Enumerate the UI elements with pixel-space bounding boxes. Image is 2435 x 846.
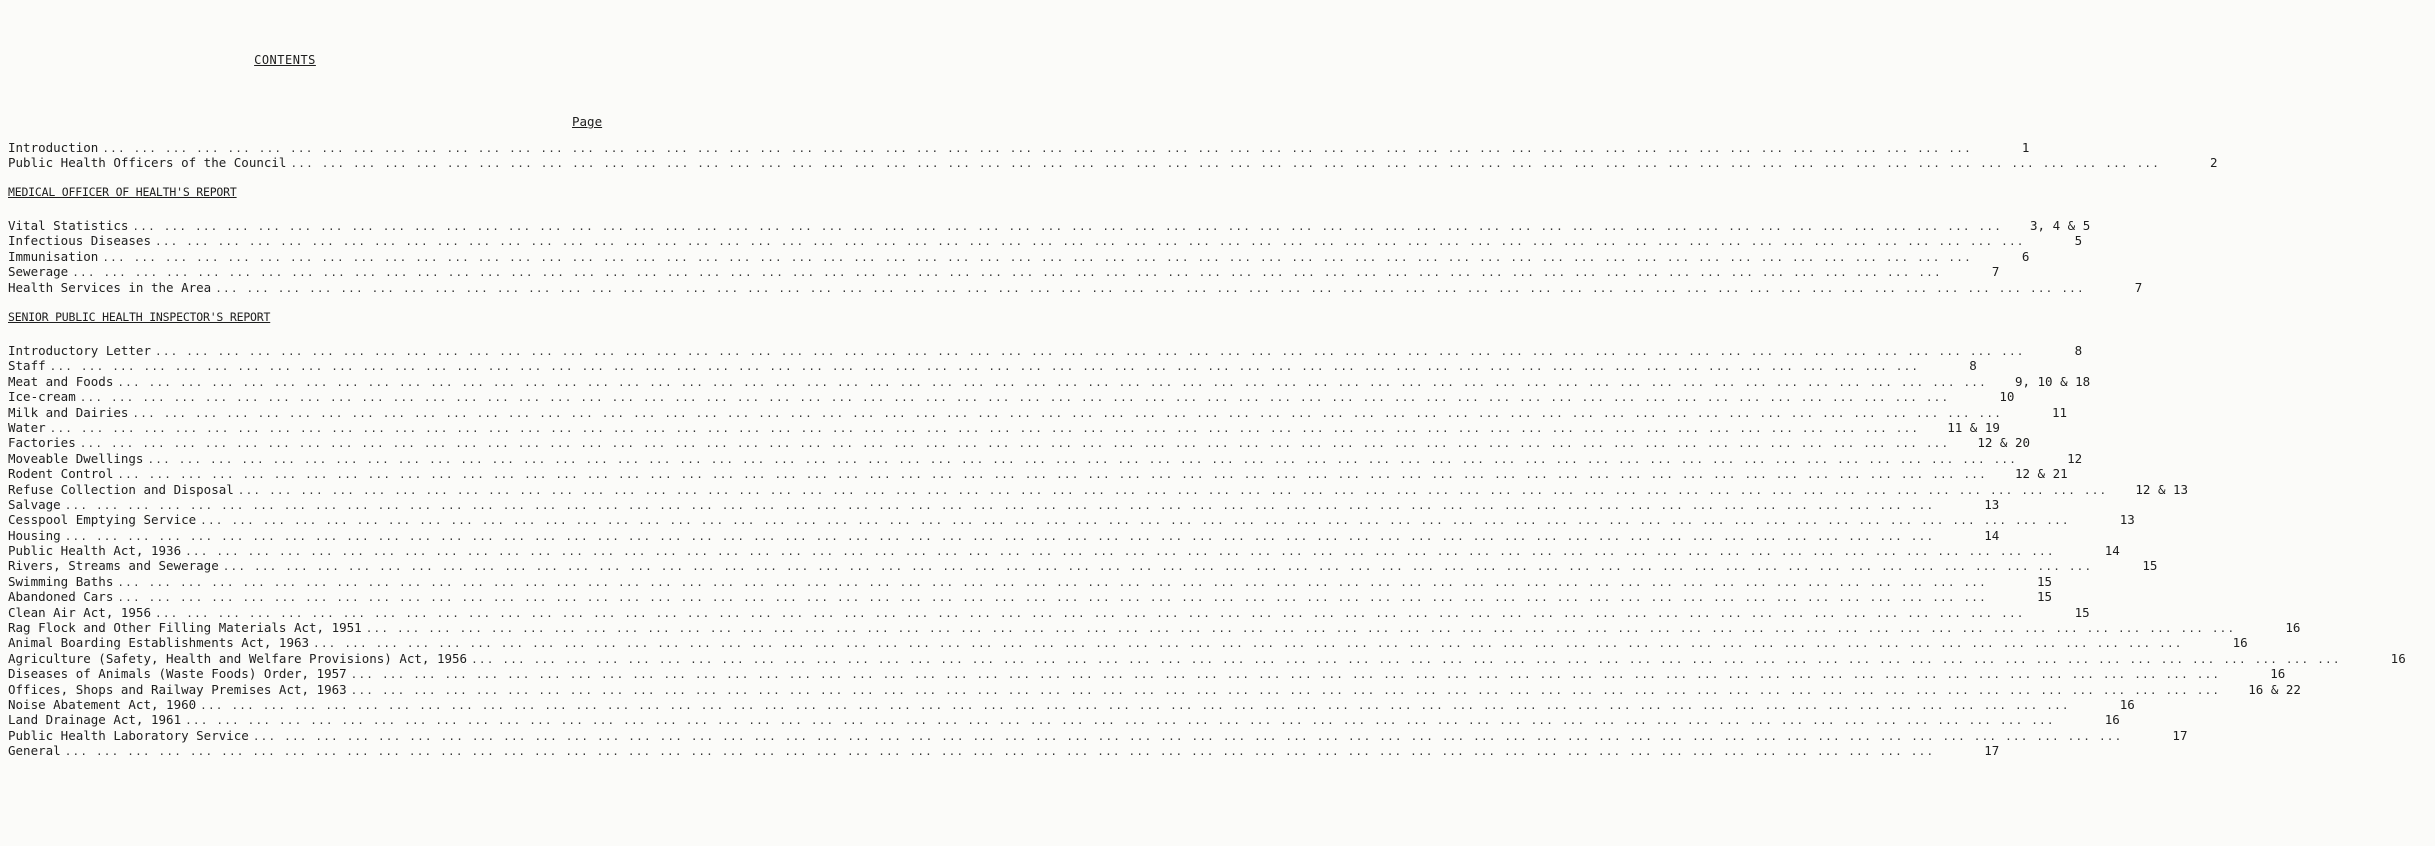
toc-entry-label: Public Health Officers of the Council [8,155,287,171]
dot-leader: ... ... ... ... ... ... ... ... ... ... ... ... ... ... ... ... ... ... ... ... ... ... ... ... ... ... ... ... ... ... ... ... ... ... ... ... ... ... ... ... ... ... ... ... ... ... ... ... ... ... ... ... ... ... ... ... ... ... ... ... [132,220,2003,233]
toc-entry [8,435,2031,451]
toc-entry-label: Ice-cream [8,389,76,405]
dot-leader: ... ... ... ... ... ... ... ... ... ... ... ... ... ... ... ... ... ... ... ... ... ... ... ... ... ... ... ... ... ... ... ... ... ... ... ... ... ... ... ... ... ... ... ... ... ... ... ... ... ... ... ... ... ... ... ... ... ... ... ... [79,391,1950,405]
dot-leader: ... ... ... ... ... ... ... ... ... ... ... ... ... ... ... ... ... ... ... ... ... ... ... ... ... ... ... ... ... ... ... ... ... ... ... ... ... ... ... ... ... ... ... ... ... ... ... ... ... ... ... ... ... ... ... ... ... ... ... ... [200,698,2070,712]
dot-leader: ... ... ... ... ... ... ... ... ... ... ... ... ... ... ... ... ... ... ... ... ... ... ... ... ... ... ... ... ... ... ... ... ... ... ... ... ... ... ... ... ... ... ... ... ... ... ... ... ... ... ... ... ... ... ... ... ... ... ... ... [64,529,1935,543]
medical-officer-section-list [8,218,2143,295]
dot-leader: ... ... ... ... ... ... ... ... ... ... ... ... ... ... ... ... ... ... ... ... ... ... ... ... ... ... ... ... ... ... ... ... ... ... ... ... ... ... ... ... ... ... ... ... ... ... ... ... ... ... ... ... ... ... ... ... ... ... ... ... [222,560,2093,574]
dot-leader: ... ... ... ... ... ... ... ... ... ... ... ... ... ... ... ... ... ... ... ... ... ... ... ... ... ... ... ... ... ... ... ... ... ... ... ... ... ... ... ... ... ... ... ... ... ... ... ... ... ... ... ... ... ... ... ... ... ... ... ... [185,714,2055,728]
toc-entry [8,233,2083,249]
dot-leader: ... ... ... ... ... ... ... ... ... ... ... ... ... ... ... ... ... ... ... ... ... ... ... ... ... ... ... ... ... ... ... ... ... ... ... ... ... ... ... ... ... ... ... ... ... ... ... ... ... ... ... ... ... ... ... ... ... ... ... ... [49,360,1920,374]
toc-entry [8,512,2135,528]
intro-section-list [8,140,2218,171]
toc-entry-page: 13 [1984,496,2000,512]
toc-entry-page: 16 [2390,650,2406,666]
toc-entry-label: Public Health Act, 1936 [8,543,182,559]
toc-entry-label: Water [8,419,46,435]
toc-entry-page: 12 & 13 [2135,481,2189,497]
toc-entry-page: 15 [2036,573,2053,589]
dot-leader: ... ... ... ... ... ... ... ... ... ... ... ... ... ... ... ... ... ... ... ... ... ... ... ... ... ... ... ... ... ... ... ... ... ... ... ... ... ... ... ... ... ... ... ... ... ... ... ... ... ... ... ... ... ... ... ... ... ... ... ... [252,729,2123,743]
toc-entry-page: 15 [2036,589,2053,605]
toc-entry-label: Moveable Dwellings [8,450,144,466]
toc-entry-label: Immunisation [8,248,99,264]
dot-leader: ... ... ... ... ... ... ... ... ... ... ... ... ... ... ... ... ... ... ... ... ... ... ... ... ... ... ... ... ... ... ... ... ... ... ... ... ... ... ... ... ... ... ... ... ... ... ... ... ... ... ... ... ... ... ... ... ... ... ... ... [350,683,2221,697]
toc-entry-label: Milk and Dairies [8,404,129,420]
dot-leader: ... ... ... ... ... ... ... ... ... ... ... ... ... ... ... ... ... ... ... ... ... ... ... ... ... ... ... ... ... ... ... ... ... ... ... ... ... ... ... ... ... ... ... ... ... ... ... ... ... ... ... ... ... ... ... ... ... ... ... ... [471,652,2341,666]
dot-leader: ... ... ... ... ... ... ... ... ... ... ... ... ... ... ... ... ... ... ... ... ... ... ... ... ... ... ... ... ... ... ... ... ... ... ... ... ... ... ... ... ... ... ... ... ... ... ... ... ... ... ... ... ... ... ... ... ... ... ... ... [365,622,2236,636]
dot-leader: ... ... ... ... ... ... ... ... ... ... ... ... ... ... ... ... ... ... ... ... ... ... ... ... ... ... ... ... ... ... ... ... ... ... ... ... ... ... ... ... ... ... ... ... ... ... ... ... ... ... ... ... ... ... ... ... ... ... ... ... [102,142,1972,155]
toc-entry-label: Swimming Baths [8,573,114,589]
toc-entry-page: 3, 4 & 5 [2030,218,2091,233]
dot-leader: ... ... ... ... ... ... ... ... ... ... ... ... ... ... ... ... ... ... ... ... ... ... ... ... ... ... ... ... ... ... ... ... ... ... ... ... ... ... ... ... ... ... ... ... ... ... ... ... ... ... ... ... ... ... ... ... ... ... ... ... [155,606,2025,620]
toc-entry-page: 9, 10 & 18 [2014,373,2091,389]
dot-leader: ... ... ... ... ... ... ... ... ... ... ... ... ... ... ... ... ... ... ... ... ... ... ... ... ... ... ... ... ... ... ... ... ... ... ... ... ... ... ... ... ... ... ... ... ... ... ... ... ... ... ... ... ... ... ... ... ... ... ... ... [72,266,1942,280]
toc-entry-label: Vital Statistics [8,218,129,233]
toc-entry [8,558,2158,574]
dot-leader: ... ... ... ... ... ... ... ... ... ... ... ... ... ... ... ... ... ... ... ... ... ... ... ... ... ... ... ... ... ... ... ... ... ... ... ... ... ... ... ... ... ... ... ... ... ... ... ... ... ... ... ... ... ... ... ... ... ... ... ... [200,514,2070,528]
toc-entry [8,573,2053,589]
toc-entry-label: General [8,743,61,759]
toc-entry-page: 16 & 22 [2248,681,2301,697]
toc-entry-page: 16 [2285,620,2301,636]
toc-entry [8,481,2189,497]
toc-entry [8,450,2083,466]
toc-entry-label: Introductory Letter [8,343,151,358]
toc-entry-page: 16 [2270,666,2286,682]
dot-leader: ... ... ... ... ... ... ... ... ... ... ... ... ... ... ... ... ... ... ... ... ... ... ... ... ... ... ... ... ... ... ... ... ... ... ... ... ... ... ... ... ... ... ... ... ... ... ... ... ... ... ... ... ... ... ... ... ... ... ... ... [49,421,1920,435]
toc-entry-page: 15 [2142,558,2158,574]
dot-leader: ... ... ... ... ... ... ... ... ... ... ... ... ... ... ... ... ... ... ... ... ... ... ... ... ... ... ... ... ... ... ... ... ... ... ... ... ... ... ... ... ... ... ... ... ... ... ... ... ... ... ... ... ... ... ... ... ... ... ... ... [117,591,1987,605]
toc-entry-page: 2 [2210,155,2218,171]
toc-entry [8,681,2301,697]
toc-entry-label: Factories [8,435,76,451]
toc-entry [8,696,2135,712]
toc-entry-page: 11 & 19 [1947,419,2000,435]
toc-entry-page: 13 [2119,512,2135,528]
toc-entry-page: 16 [2104,712,2120,728]
toc-entry [8,743,2000,759]
toc-entry-label: Abandoned Cars [8,589,114,605]
toc-entry-label: Introduction [8,140,99,155]
toc-entry [8,620,2301,636]
toc-entry-page: 12 & 20 [1977,435,2031,451]
dot-leader: ... ... ... ... ... ... ... ... ... ... ... ... ... ... ... ... ... ... ... ... ... ... ... ... ... ... ... ... ... ... ... ... ... ... ... ... ... ... ... ... ... ... ... ... ... ... ... ... ... ... ... ... ... ... ... ... ... ... ... ... [237,483,2108,497]
toc-entry-label: Health Services in the Area [8,279,212,295]
dot-leader: ... ... ... ... ... ... ... ... ... ... ... ... ... ... ... ... ... ... ... ... ... ... ... ... ... ... ... ... ... ... ... ... ... ... ... ... ... ... ... ... ... ... ... ... ... ... ... ... ... ... ... ... ... ... ... ... ... ... ... ... [64,745,1935,759]
toc-entry [8,389,2015,405]
senior-inspector-section-list [8,343,2406,759]
dot-leader: ... ... ... ... ... ... ... ... ... ... ... ... ... ... ... ... ... ... ... ... ... ... ... ... ... ... ... ... ... ... ... ... ... ... ... ... ... ... ... ... ... ... ... ... ... ... ... ... ... ... ... ... ... ... ... ... ... ... ... ... [155,235,2025,249]
toc-entry-page: 7 [2134,279,2143,295]
toc-entry-page: 8 [2074,343,2083,358]
toc-entry-page: 16 [2232,635,2248,651]
dot-leader: ... ... ... ... ... ... ... ... ... ... ... ... ... ... ... ... ... ... ... ... ... ... ... ... ... ... ... ... ... ... ... ... ... ... ... ... ... ... ... ... ... ... ... ... ... ... ... ... ... ... ... ... ... ... ... ... ... ... ... ... [79,437,1950,451]
toc-entry [8,358,1977,374]
toc-entry-label: Meat and Foods [8,373,114,389]
toc-entry-label: Refuse Collection and Disposal [8,481,234,497]
page-title: CONTENTS [254,53,316,67]
dot-leader: ... ... ... ... ... ... ... ... ... ... ... ... ... ... ... ... ... ... ... ... ... ... ... ... ... ... ... ... ... ... ... ... ... ... ... ... ... ... ... ... ... ... ... ... ... ... ... ... ... ... ... ... ... ... ... ... ... ... ... ... [117,375,1987,389]
dot-leader: ... ... ... ... ... ... ... ... ... ... ... ... ... ... ... ... ... ... ... ... ... ... ... ... ... ... ... ... ... ... ... ... ... ... ... ... ... ... ... ... ... ... ... ... ... ... ... ... ... ... ... ... ... ... ... ... ... ... ... ... [64,498,1935,512]
toc-entry-page: 16 [2119,696,2135,712]
toc-entry [8,496,2000,512]
toc-entry [8,279,2143,295]
section-heading-senior-inspector: SENIOR PUBLIC HEALTH INSPECTOR'S REPORT [8,310,271,324]
toc-entry-page: 14 [1984,527,2000,543]
section-heading-medical-officer: MEDICAL OFFICER OF HEALTH'S REPORT [8,185,237,199]
dot-leader: ... ... ... ... ... ... ... ... ... ... ... ... ... ... ... ... ... ... ... ... ... ... ... ... ... ... ... ... ... ... ... ... ... ... ... ... ... ... ... ... ... ... ... ... ... ... ... ... ... ... ... ... ... ... ... ... ... ... ... ... [350,668,2221,682]
toc-entry-label: Land Drainage Act, 1961 [8,712,182,728]
toc-entry-label: Public Health Laboratory Service [8,727,249,743]
toc-entry-label: Housing [8,527,61,543]
toc-entry [8,635,2248,651]
toc-entry-label: Animal Boarding Establishments Act, 1963 [8,635,310,651]
toc-entry-page: 11 [2052,404,2068,420]
toc-entry [8,466,2068,482]
toc-entry-label: Sewerage [8,264,69,280]
page-column-header: Page [572,114,603,129]
dot-leader: ... ... ... ... ... ... ... ... ... ... ... ... ... ... ... ... ... ... ... ... ... ... ... ... ... ... ... ... ... ... ... ... ... ... ... ... ... ... ... ... ... ... ... ... ... ... ... ... ... ... ... ... ... ... ... ... ... ... ... ... [147,452,2018,466]
toc-entry-page: 12 & 21 [2014,466,2068,482]
toc-entry-page: 12 [2067,450,2083,466]
toc-entry [8,155,2218,171]
toc-entry-page: 7 [1991,264,2000,280]
toc-entry [8,543,2120,559]
toc-entry-label: Offices, Shops and Railway Premises Act, 1963 [8,681,347,697]
toc-entry-label: Diseases of Animals (Waste Foods) Order, 1957 [8,666,347,682]
toc-entry [8,248,2030,264]
toc-entry-label: Staff [8,358,46,374]
dot-leader: ... ... ... ... ... ... ... ... ... ... ... ... ... ... ... ... ... ... ... ... ... ... ... ... ... ... ... ... ... ... ... ... ... ... ... ... ... ... ... ... ... ... ... ... ... ... ... ... ... ... ... ... ... ... ... ... ... ... ... ... [215,281,2085,295]
toc-entry [8,604,2090,620]
toc-entry-page: 17 [2172,727,2188,743]
toc-entry [8,373,2091,389]
toc-entry [8,404,2068,420]
toc-entry [8,589,2053,605]
toc-entry-page: 6 [2021,248,2030,264]
toc-entry-label: Infectious Diseases [8,233,151,249]
toc-entry [8,343,2083,358]
dot-leader: ... ... ... ... ... ... ... ... ... ... ... ... ... ... ... ... ... ... ... ... ... ... ... ... ... ... ... ... ... ... ... ... ... ... ... ... ... ... ... ... ... ... ... ... ... ... ... ... ... ... ... ... ... ... ... ... ... ... ... ... [117,575,1987,589]
toc-entry-page: 8 [1969,358,1977,374]
dot-leader: ... ... ... ... ... ... ... ... ... ... ... ... ... ... ... ... ... ... ... ... ... ... ... ... ... ... ... ... ... ... ... ... ... ... ... ... ... ... ... ... ... ... ... ... ... ... ... ... ... ... ... ... ... ... ... ... ... ... ... ... [313,637,2183,651]
toc-entry-label: Rag Flock and Other Filling Materials Act, 1951 [8,620,362,636]
toc-entry [8,650,2406,666]
toc-entry [8,264,2000,280]
toc-entry [8,419,2000,435]
dot-leader: ... ... ... ... ... ... ... ... ... ... ... ... ... ... ... ... ... ... ... ... ... ... ... ... ... ... ... ... ... ... ... ... ... ... ... ... ... ... ... ... ... ... ... ... ... ... ... ... ... ... ... ... ... ... ... ... ... ... ... ... [155,345,2025,358]
toc-entry-page: 14 [2104,543,2120,559]
toc-entry-page: 17 [1984,743,2000,759]
toc-entry [8,727,2188,743]
toc-entry-label: Rivers, Streams and Sewerage [8,558,219,574]
toc-entry-page: 10 [1999,389,2015,405]
toc-entry [8,218,2091,233]
toc-entry-label: Agriculture (Safety, Health and Welfare Provisions) Act, 1956 [8,650,468,666]
toc-entry [8,527,2000,543]
toc-entry-page: 5 [2074,233,2083,249]
toc-entry-label: Noise Abatement Act, 1960 [8,696,197,712]
toc-entry [8,666,2286,682]
dot-leader: ... ... ... ... ... ... ... ... ... ... ... ... ... ... ... ... ... ... ... ... ... ... ... ... ... ... ... ... ... ... ... ... ... ... ... ... ... ... ... ... ... ... ... ... ... ... ... ... ... ... ... ... ... ... ... ... ... ... ... ... [185,545,2055,559]
toc-entry-label: Clean Air Act, 1956 [8,604,151,620]
toc-entry-page: 15 [2074,604,2090,620]
toc-entry-page: 1 [2021,140,2030,155]
dot-leader: ... ... ... ... ... ... ... ... ... ... ... ... ... ... ... ... ... ... ... ... ... ... ... ... ... ... ... ... ... ... ... ... ... ... ... ... ... ... ... ... ... ... ... ... ... ... ... ... ... ... ... ... ... ... ... ... ... ... ... ... [117,468,1987,482]
dot-leader: ... ... ... ... ... ... ... ... ... ... ... ... ... ... ... ... ... ... ... ... ... ... ... ... ... ... ... ... ... ... ... ... ... ... ... ... ... ... ... ... ... ... ... ... ... ... ... ... ... ... ... ... ... ... ... ... ... ... ... ... [290,157,2161,171]
toc-entry [8,140,2030,155]
toc-entry [8,712,2120,728]
toc-entry-label: Rodent Control [8,466,114,482]
toc-entry-label: Salvage [8,496,61,512]
dot-leader: ... ... ... ... ... ... ... ... ... ... ... ... ... ... ... ... ... ... ... ... ... ... ... ... ... ... ... ... ... ... ... ... ... ... ... ... ... ... ... ... ... ... ... ... ... ... ... ... ... ... ... ... ... ... ... ... ... ... ... ... [102,250,1972,264]
toc-entry-label: Cesspool Emptying Service [8,512,197,528]
dot-leader: ... ... ... ... ... ... ... ... ... ... ... ... ... ... ... ... ... ... ... ... ... ... ... ... ... ... ... ... ... ... ... ... ... ... ... ... ... ... ... ... ... ... ... ... ... ... ... ... ... ... ... ... ... ... ... ... ... ... ... ... [132,406,2003,420]
